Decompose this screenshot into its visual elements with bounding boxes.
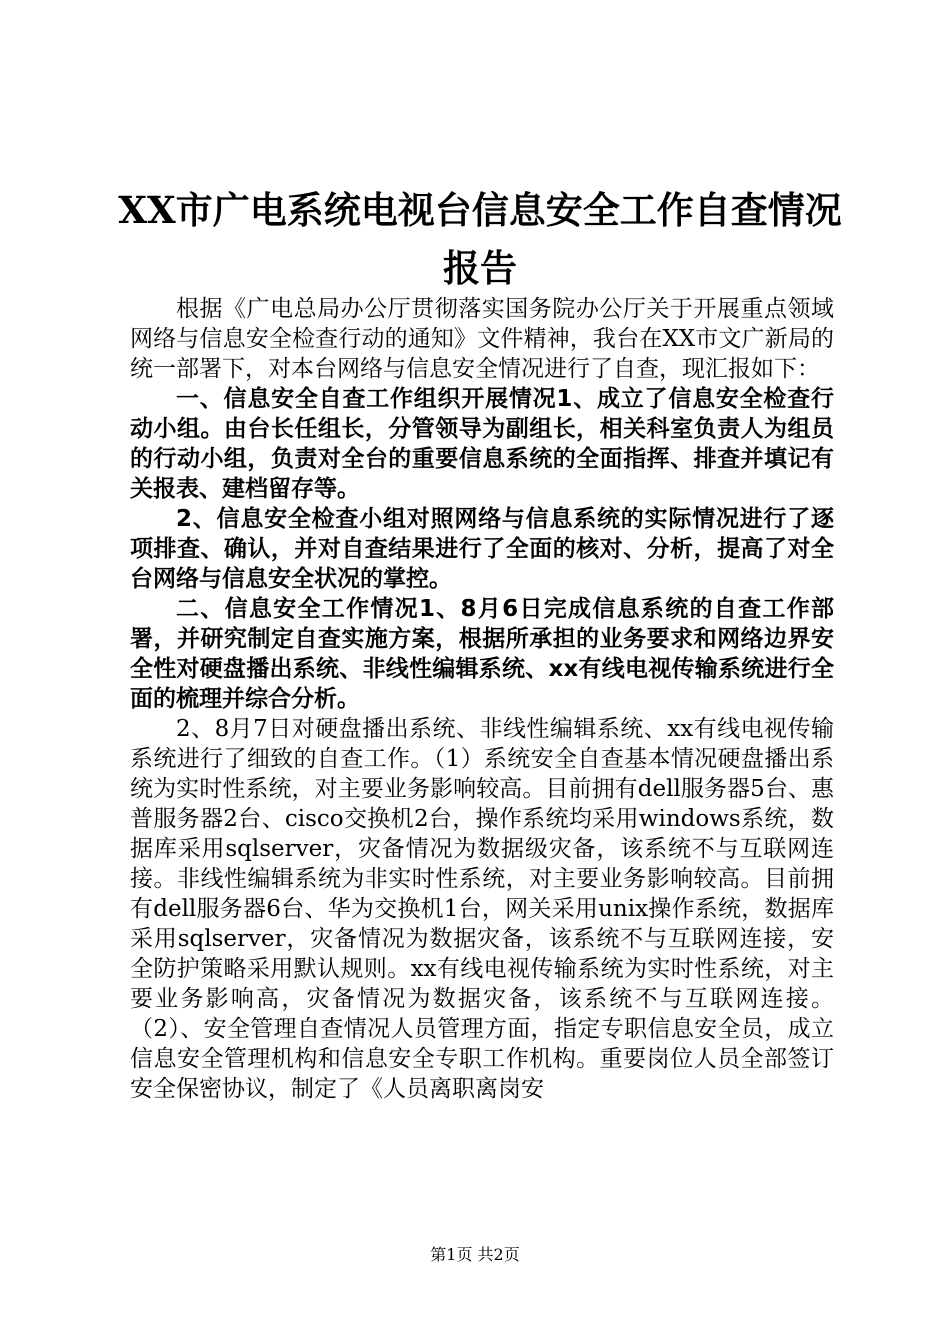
paragraph-section-2-item-2: 2、8月7日对硬盘播出系统、非线性编辑系统、xx有线电视传输系统进行了细致的自查工作。（1）系统安全自查基本情况硬盘播出系统为实时性系统，对主要业务影响较高。目前拥有dell服务器5台、惠普服务器2台、cisco交换机2台，操作系统均采用windows系统，数据库采用sqlserver，灾备情况为数据级灾备，该系统不与互联网连接。非线性编辑系统为非实时性系统，对主要业务影响较高。目前拥有dell服务器6台、华为交换机1台，网关采用unix操作系统，数据库采用sqlserver，灾备情况为数据灾备，该系统不与互联网连接，安全防护策略采用默认规则。xx有线电视传输系统为实时性系统，对主要业务影响高，灾备情况为数据灾备，该系统不与互联网连接。（2）、安全管理自查情况人员管理方面，指定专职信息安全员，成立信息安全管理机构和信息安全专职工作机构。重要岗位人员全部签订安全保密协议，制定了《人员离职离岗安 xyxy=(130,716,834,1102)
document-title-line-2: 报告 xyxy=(443,246,517,290)
paragraph-section-2: 二、信息安全工作情况1、8月6日完成信息系统的自查工作部署，并研究制定自查实施方案，根据所承担的业务要求和网络边界安全性对硬盘播出系统、非线性编辑系统、xx有线电视传输系统进行全面的梳理并综合分析。 xyxy=(130,596,834,712)
paragraph-section-1-item-2: 2、信息安全检查小组对照网络与信息系统的实际情况进行了逐项排查、确认，并对自查结果进行了全面的核对、分析，提高了对全台网络与信息安全状况的掌控。 xyxy=(130,506,834,592)
document-body xyxy=(130,294,834,1104)
document-title-line-1: XX市广电系统电视台信息安全工作自查情况 xyxy=(118,188,842,232)
paragraph-section-1: 一、信息安全自查工作组织开展情况1、成立了信息安全检查行动小组。由台长任组长，分管领导为副组长，相关科室负责人为组员的行动小组，负责对全台的重要信息系统的全面指挥、排查并填记有关报表、建档留存等。 xyxy=(130,386,834,502)
page-footer: 第1页 共2页 xyxy=(430,1245,520,1264)
paragraph-intro: 根据《广电总局办公厅贯彻落实国务院办公厅关于开展重点领域网络与信息安全检查行动的通知》文件精神，我台在XX市文广新局的统一部署下，对本台网络与信息安全情况进行了自查，现汇报如下： xyxy=(130,296,834,382)
